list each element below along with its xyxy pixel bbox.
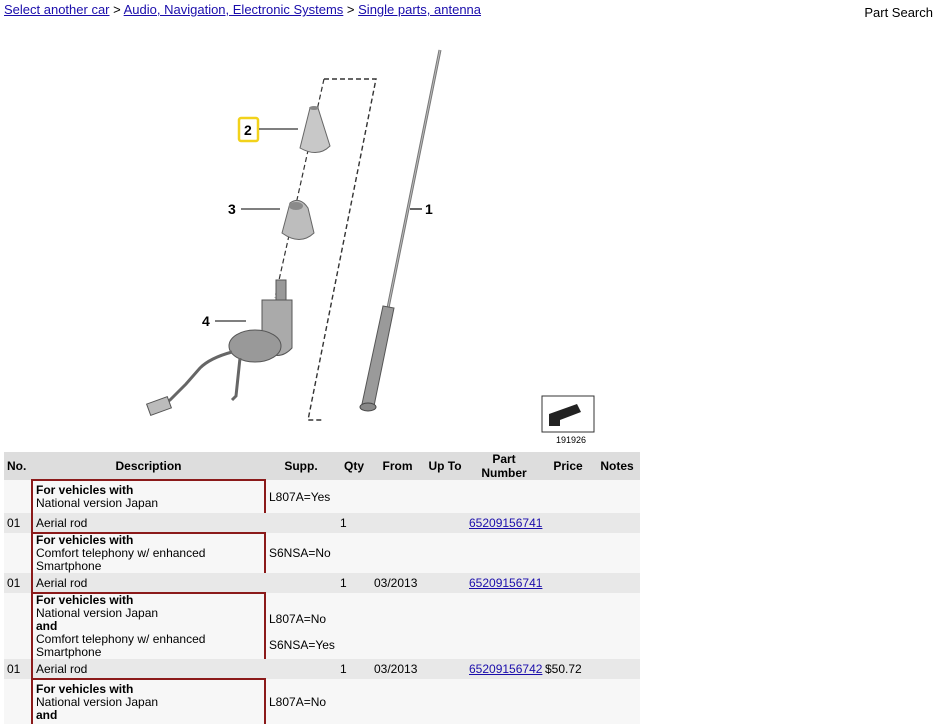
col-header-notes: Notes xyxy=(594,452,640,480)
col-header-qty: Qty xyxy=(337,452,371,480)
condition-row xyxy=(4,533,640,573)
cell-description: Aerial rod xyxy=(32,573,265,593)
callout-3: 3 xyxy=(228,201,236,217)
callout-2[interactable]: 2 xyxy=(244,122,252,138)
callout-1: 1 xyxy=(425,201,433,217)
cell-notes xyxy=(594,513,640,533)
condition-supp: L807A=No S6NSA=Yes xyxy=(265,593,337,659)
table-row[interactable] xyxy=(4,659,640,679)
cell-upto xyxy=(424,513,466,533)
condition-text: Comfort telephony w/ enhanced Smartphone xyxy=(36,546,206,573)
condition-text: National version Japan xyxy=(36,694,159,709)
breadcrumb-separator: > xyxy=(113,2,121,17)
cell-no: 01 xyxy=(4,659,32,679)
cell-qty: 1 xyxy=(337,573,371,593)
col-header-price: Price xyxy=(542,452,594,480)
condition-and: and xyxy=(36,707,58,722)
condition-description xyxy=(32,593,265,659)
table-row[interactable] xyxy=(4,513,640,533)
col-header-part-number: Part Number xyxy=(466,452,542,480)
cell-from xyxy=(371,513,424,533)
col-header-upto: Up To xyxy=(424,452,466,480)
condition-and: and xyxy=(36,619,58,633)
callout-4: 4 xyxy=(202,313,210,329)
breadcrumb-link-select-car[interactable]: Select another car xyxy=(4,2,110,17)
condition-heading: For vehicles with xyxy=(36,593,134,607)
cell-from: 03/2013 xyxy=(371,573,424,593)
condition-description xyxy=(32,533,265,573)
cell-description: Aerial rod xyxy=(32,513,265,533)
col-header-description: Description xyxy=(32,452,265,480)
cell-price xyxy=(542,573,594,593)
condition-text: Comfort telephony w/ enhanced Smartphone xyxy=(36,632,206,659)
cell-upto xyxy=(424,659,466,679)
breadcrumb-separator: > xyxy=(346,2,355,17)
cell-description: Aerial rod xyxy=(32,659,265,679)
diagram-reference-box xyxy=(542,396,594,432)
cell-from: 03/2013 xyxy=(371,659,424,679)
condition-row xyxy=(4,679,640,724)
condition-text: National version Japan xyxy=(36,606,159,620)
breadcrumb xyxy=(4,2,481,17)
antenna-base-part[interactable] xyxy=(147,280,292,415)
cell-qty: 1 xyxy=(337,659,371,679)
table-row[interactable] xyxy=(4,573,640,593)
part-search-link[interactable]: Part Search xyxy=(864,5,933,20)
condition-supp: L807A=Yes xyxy=(265,480,337,513)
aerial-rod-part[interactable] xyxy=(360,50,440,411)
cell-no: 01 xyxy=(4,513,32,533)
part-number-link[interactable]: 65209156741 xyxy=(469,516,543,530)
condition-row xyxy=(4,593,640,659)
condition-supp: S6NSA=No xyxy=(265,533,337,573)
condition-heading: For vehicles with xyxy=(36,681,134,696)
breadcrumb-link-audio-nav[interactable]: Audio, Navigation, Electronic Systems xyxy=(123,2,344,17)
part-number-link[interactable]: 65209156742 xyxy=(469,662,543,676)
cell-no: 01 xyxy=(4,573,32,593)
cell-upto xyxy=(424,573,466,593)
col-header-no: No. xyxy=(4,452,32,480)
parts-diagram xyxy=(0,28,640,453)
part-number-link[interactable]: 65209156741 xyxy=(469,576,543,590)
parts-table xyxy=(4,452,640,724)
cell-notes xyxy=(594,573,640,593)
condition-row xyxy=(4,480,640,513)
cell-notes xyxy=(594,659,640,679)
cell-price: $50.72 xyxy=(542,659,594,679)
col-header-supp: Supp. xyxy=(265,452,337,480)
cover-cap-part[interactable] xyxy=(300,106,330,153)
col-header-from: From xyxy=(371,452,424,480)
cell-price xyxy=(542,513,594,533)
table-header-row xyxy=(4,452,640,480)
condition-heading: For vehicles with xyxy=(36,533,134,547)
seal-part[interactable] xyxy=(282,200,314,239)
condition-supp: L807A=No xyxy=(265,679,337,724)
cell-part-number xyxy=(466,573,542,593)
condition-description xyxy=(32,679,265,724)
cell-part-number xyxy=(466,513,542,533)
condition-heading: For vehicles with xyxy=(36,483,134,497)
breadcrumb-link-antenna[interactable]: Single parts, antenna xyxy=(358,2,482,17)
cell-part-number xyxy=(466,659,542,679)
condition-text: National version Japan xyxy=(36,496,159,510)
cell-qty: 1 xyxy=(337,513,371,533)
diagram-image-number: 191926 xyxy=(556,435,587,445)
condition-description xyxy=(32,480,265,513)
